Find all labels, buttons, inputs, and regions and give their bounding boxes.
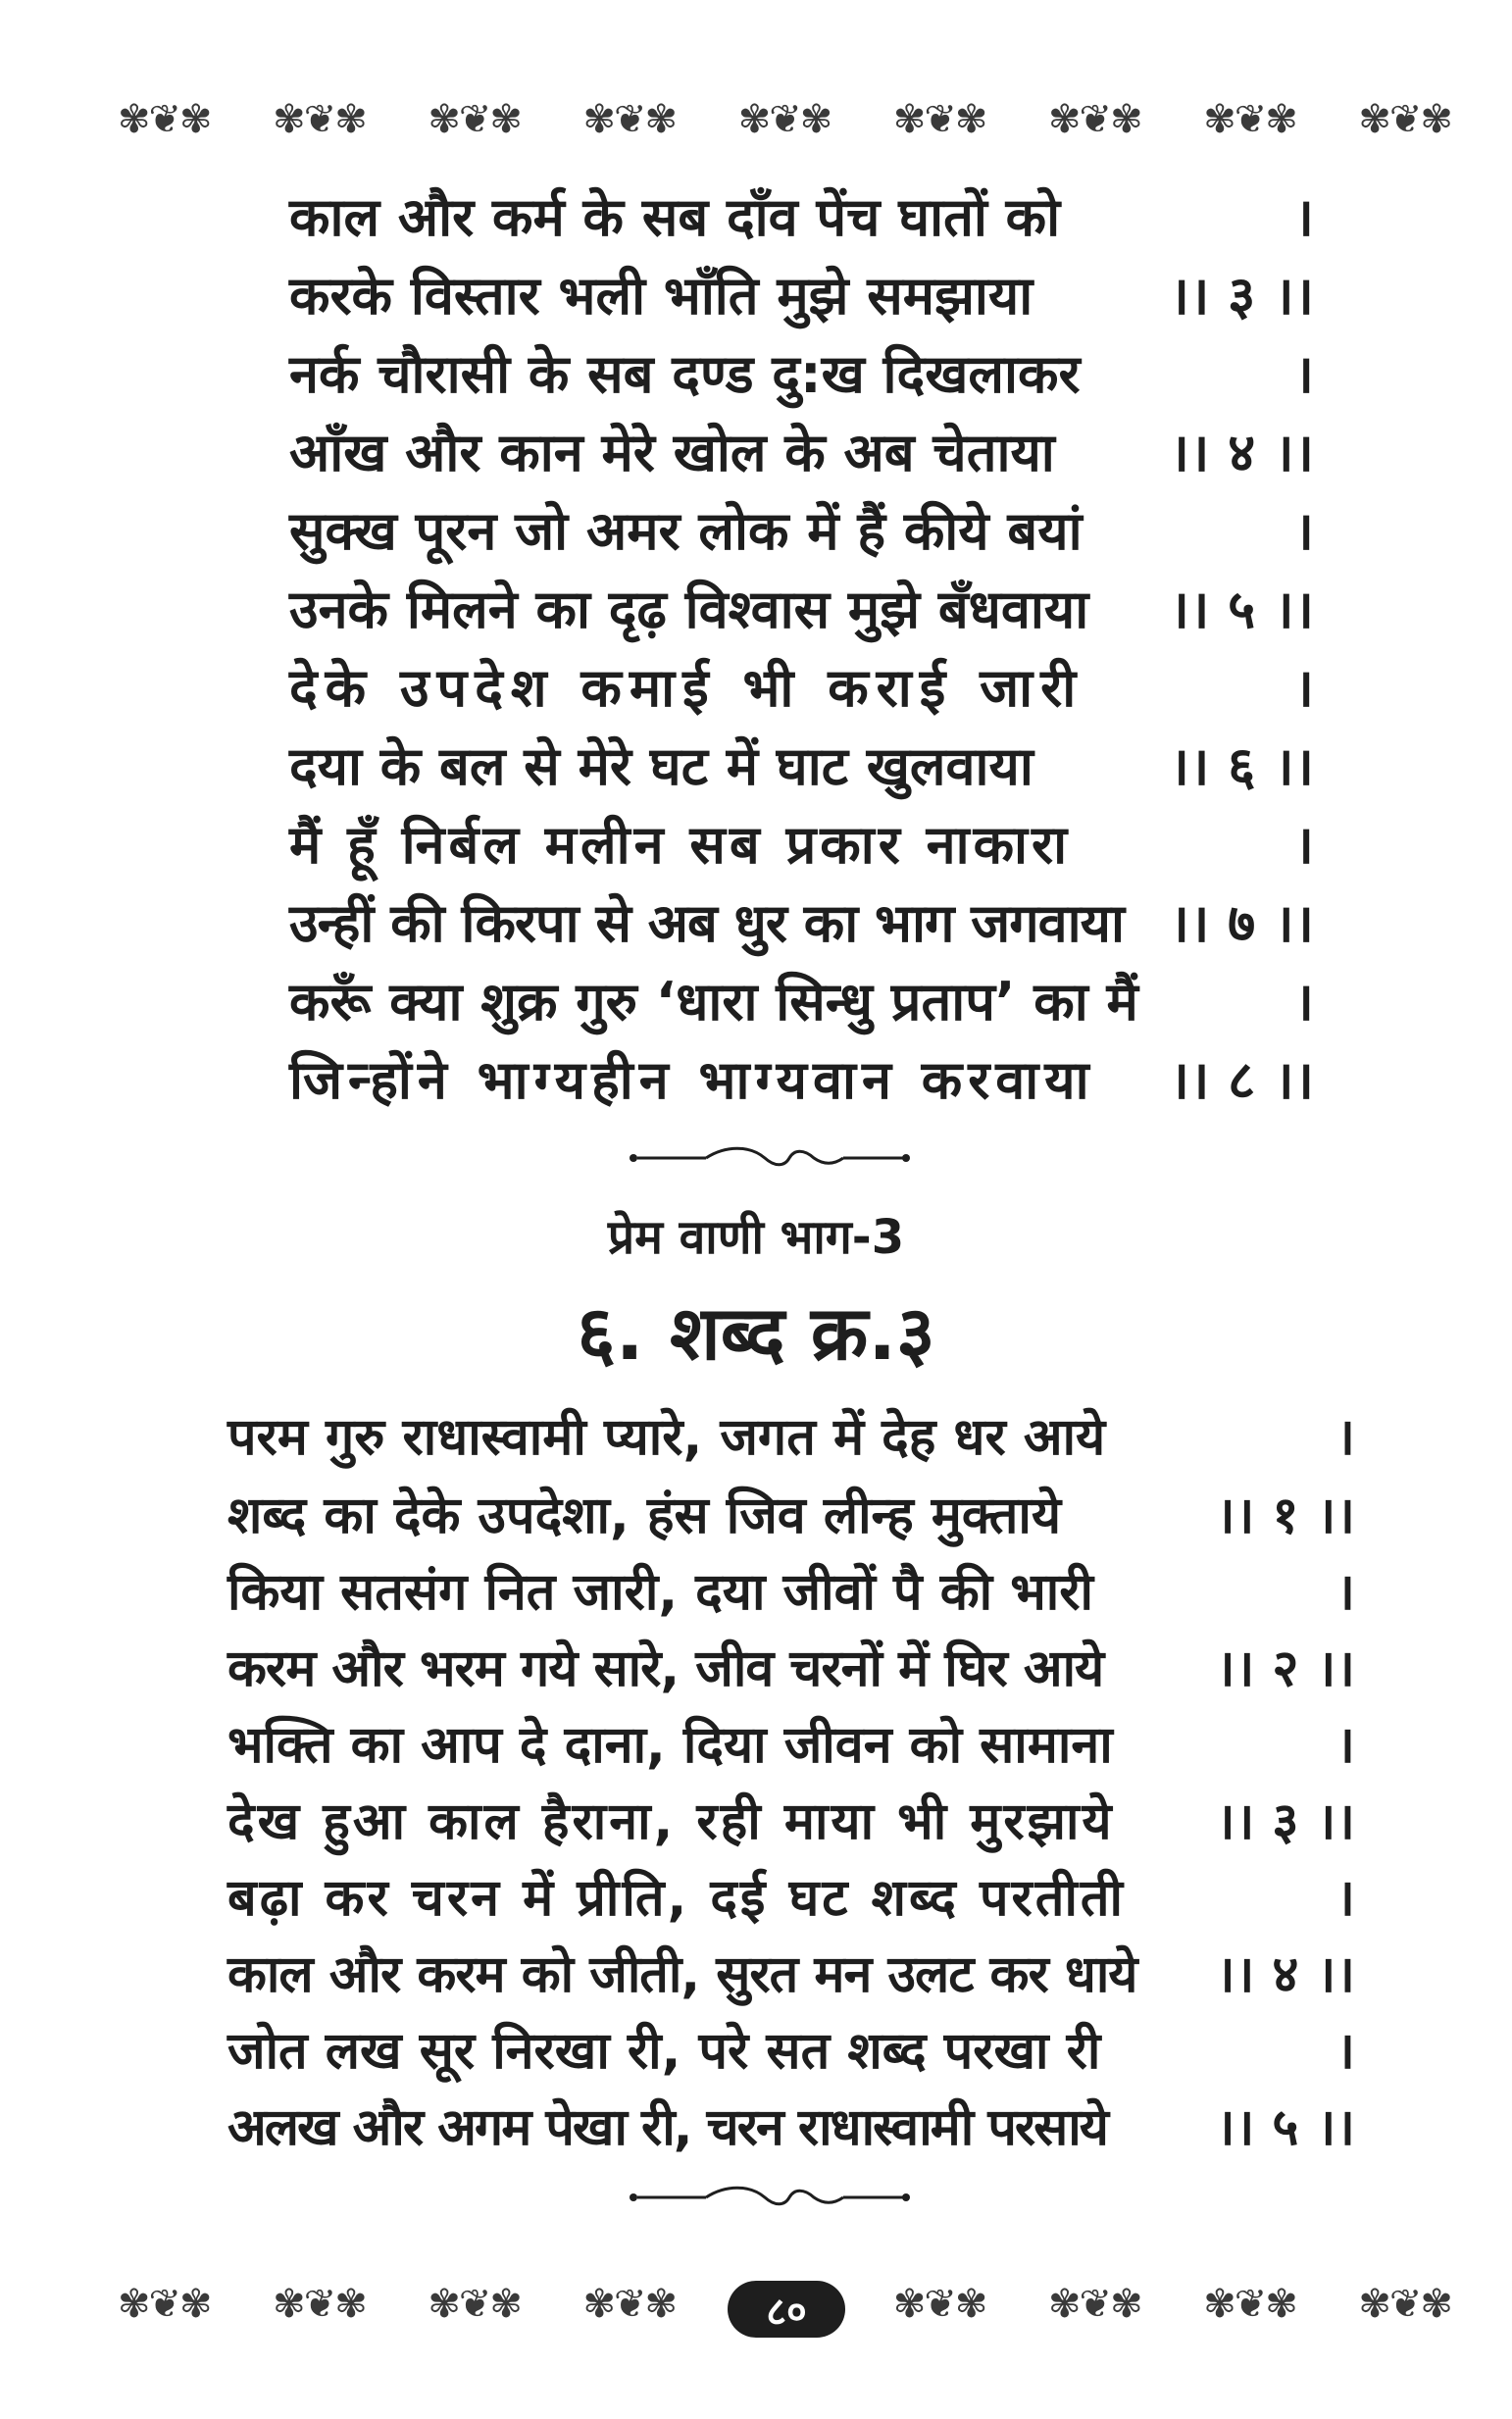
verse-text: देके उपदेश कमाई भी कराई जारी [289, 657, 1084, 719]
ornament-icon: ✾❦✾ [892, 2282, 986, 2327]
verse-line [227, 1479, 1355, 1548]
verse-text: करके विस्तार भली भाँति मुझे समझाया [289, 265, 1033, 327]
verse-line [227, 2014, 1355, 2084]
ornament-icon: ✾❦✾ [1048, 2282, 1141, 2327]
ornament-icon: ✾❦✾ [118, 97, 211, 142]
verse-text: जिन्होंने भाग्यहीन भाग्यवान करवाया [289, 1049, 1095, 1111]
verse-text: काल और कर्म के सब दाँव पेंच घातों को [289, 186, 1061, 248]
verse-text: आँख और कान मेरे खोल के अब चेताया [289, 422, 1055, 483]
verse-line [227, 2091, 1355, 2160]
verse-end-mark: । [1336, 1869, 1355, 1928]
verse-end-mark: ।। ८ ।। [1169, 1049, 1314, 1111]
verse-text: शब्द का देके उपदेशा, हंस जिव लीन्ह मुक्ताये [227, 1487, 1062, 1545]
verse-line [289, 492, 1314, 565]
verse-text: करूँ क्या शुक्र गुरु ‘धारा सिन्धु प्रताप’ का मैं [289, 971, 1138, 1033]
verse-end-mark: । [1336, 1716, 1355, 1775]
verse-end-mark: ।। ७ ।। [1169, 892, 1314, 954]
verse-end-mark: । [1293, 971, 1314, 1033]
verse-text: काल और करम को जीती, सुरत मन उलट कर धाये [227, 1945, 1137, 2004]
verse-text: अलख और अगम पेखा री, चरन राधास्वामी परसाये [227, 2098, 1107, 2157]
verse-line [227, 1632, 1355, 1701]
flourish-divider-icon [628, 1143, 912, 1173]
verse-text: भक्ति का आप दे दाना, दिया जीवन को सामाना [227, 1716, 1113, 1775]
flourish-divider-icon [628, 2183, 912, 2212]
verse-end-mark: ।। १ ।। [1215, 1487, 1355, 1545]
verse-end-mark: । [1293, 814, 1314, 876]
verse-line [289, 1041, 1314, 1114]
verse-end-mark: ।। ६ ।। [1169, 735, 1314, 797]
verse-text: परम गुरु राधास्वामी प्यारे, जगत में देह धर आये [227, 1408, 1106, 1467]
verse-line [227, 1708, 1355, 1778]
ornament-icon: ✾❦✾ [737, 97, 832, 142]
verse-text: बढ़ा कर चरन में प्रीति, दई घट शब्द परतीती [227, 1869, 1127, 1928]
ornament-icon: ✾❦✾ [1358, 97, 1451, 142]
verse-line [227, 1785, 1355, 1854]
verse-end-mark: ।। ५ ।। [1215, 2098, 1355, 2157]
ornament-icon: ✾❦✾ [428, 97, 521, 142]
verse-end-mark: ।। ५ ।। [1169, 579, 1314, 640]
verse-end-mark: । [1293, 500, 1314, 562]
section-subtitle: प्रेम वाणी भाग-3 [607, 1210, 905, 1265]
verse-line [289, 414, 1314, 486]
top-ornamental-border [118, 90, 1451, 149]
verse-line [289, 178, 1314, 251]
ornament-icon: ✾❦✾ [1358, 2282, 1451, 2327]
verse-text: उनके मिलने का दृढ़ विश्वास मुझे बँधवाया [289, 579, 1089, 640]
verse-line [289, 806, 1314, 879]
verse-text: करम और भरम गये सारे, जीव चरनों में घिर आये [227, 1639, 1104, 1698]
verse-line [289, 728, 1314, 800]
ornament-icon: ✾❦✾ [273, 2282, 366, 2327]
ornament-icon: ✾❦✾ [582, 2282, 677, 2327]
verse-text: मैं हूँ निर्बल मलीन सब प्रकार नाकारा [289, 814, 1072, 876]
verse-line [227, 1555, 1355, 1625]
verse-end-mark: ।। २ ।। [1215, 1639, 1355, 1698]
ornament-icon: ✾❦✾ [892, 97, 986, 142]
verse-end-mark: । [1293, 657, 1314, 719]
verse-text: जोत लख सूर निरखा री, परे सत शब्द परखा री [227, 2022, 1101, 2081]
verse-text: देख हुआ काल हैराना, रही माया भी मुरझाये [227, 1792, 1115, 1851]
ornament-icon: ✾❦✾ [1048, 97, 1141, 142]
verse-end-mark: ।। ४ ।। [1169, 422, 1314, 483]
verse-end-mark: । [1336, 1408, 1355, 1467]
verse-line [227, 1861, 1355, 1931]
verse-line [227, 1400, 1355, 1470]
verse-text: दया के बल से मेरे घट में घाट खुलवाया [289, 735, 1033, 797]
verse-end-mark: । [1336, 1563, 1355, 1622]
ornament-icon: ✾❦✾ [1203, 2282, 1296, 2327]
verse-end-mark: । [1293, 343, 1314, 405]
verse-text: किया सतसंग नित जारी, दया जीवों पै की भारी [227, 1563, 1093, 1622]
verse-end-mark: ।। ४ ।। [1215, 1945, 1355, 2004]
ornament-icon: ✾❦✾ [1203, 97, 1296, 142]
verse-text: उन्हीं की किरपा से अब धुर का भाग जगवाया [289, 892, 1124, 954]
ornament-icon: ✾❦✾ [582, 97, 677, 142]
ornament-icon: ✾❦✾ [273, 97, 366, 142]
verse-text: नर्क चौरासी के सब दण्ड दु:ख दिखलाकर [289, 343, 1081, 405]
ornament-icon: ✾❦✾ [118, 2282, 211, 2327]
verse-line [289, 335, 1314, 408]
verse-end-mark: । [1293, 186, 1314, 248]
shabd-title: ६. शब्द क्र.३ [577, 1289, 935, 1377]
verse-end-mark: । [1336, 2022, 1355, 2081]
ornament-icon: ✾❦✾ [428, 2282, 521, 2327]
verse-line [289, 649, 1314, 722]
verse-line [289, 884, 1314, 957]
page-number: ८० [728, 2281, 845, 2338]
verse-line [227, 1938, 1355, 2007]
verse-end-mark: ।। ३ ।। [1169, 265, 1314, 327]
verse-line [289, 571, 1314, 643]
verse-line [289, 963, 1314, 1035]
verse-line [289, 257, 1314, 329]
verse-end-mark: ।। ३ ।। [1215, 1792, 1355, 1851]
verse-text: सुक्ख पूरन जो अमर लोक में हैं कीये बयां [289, 500, 1083, 562]
